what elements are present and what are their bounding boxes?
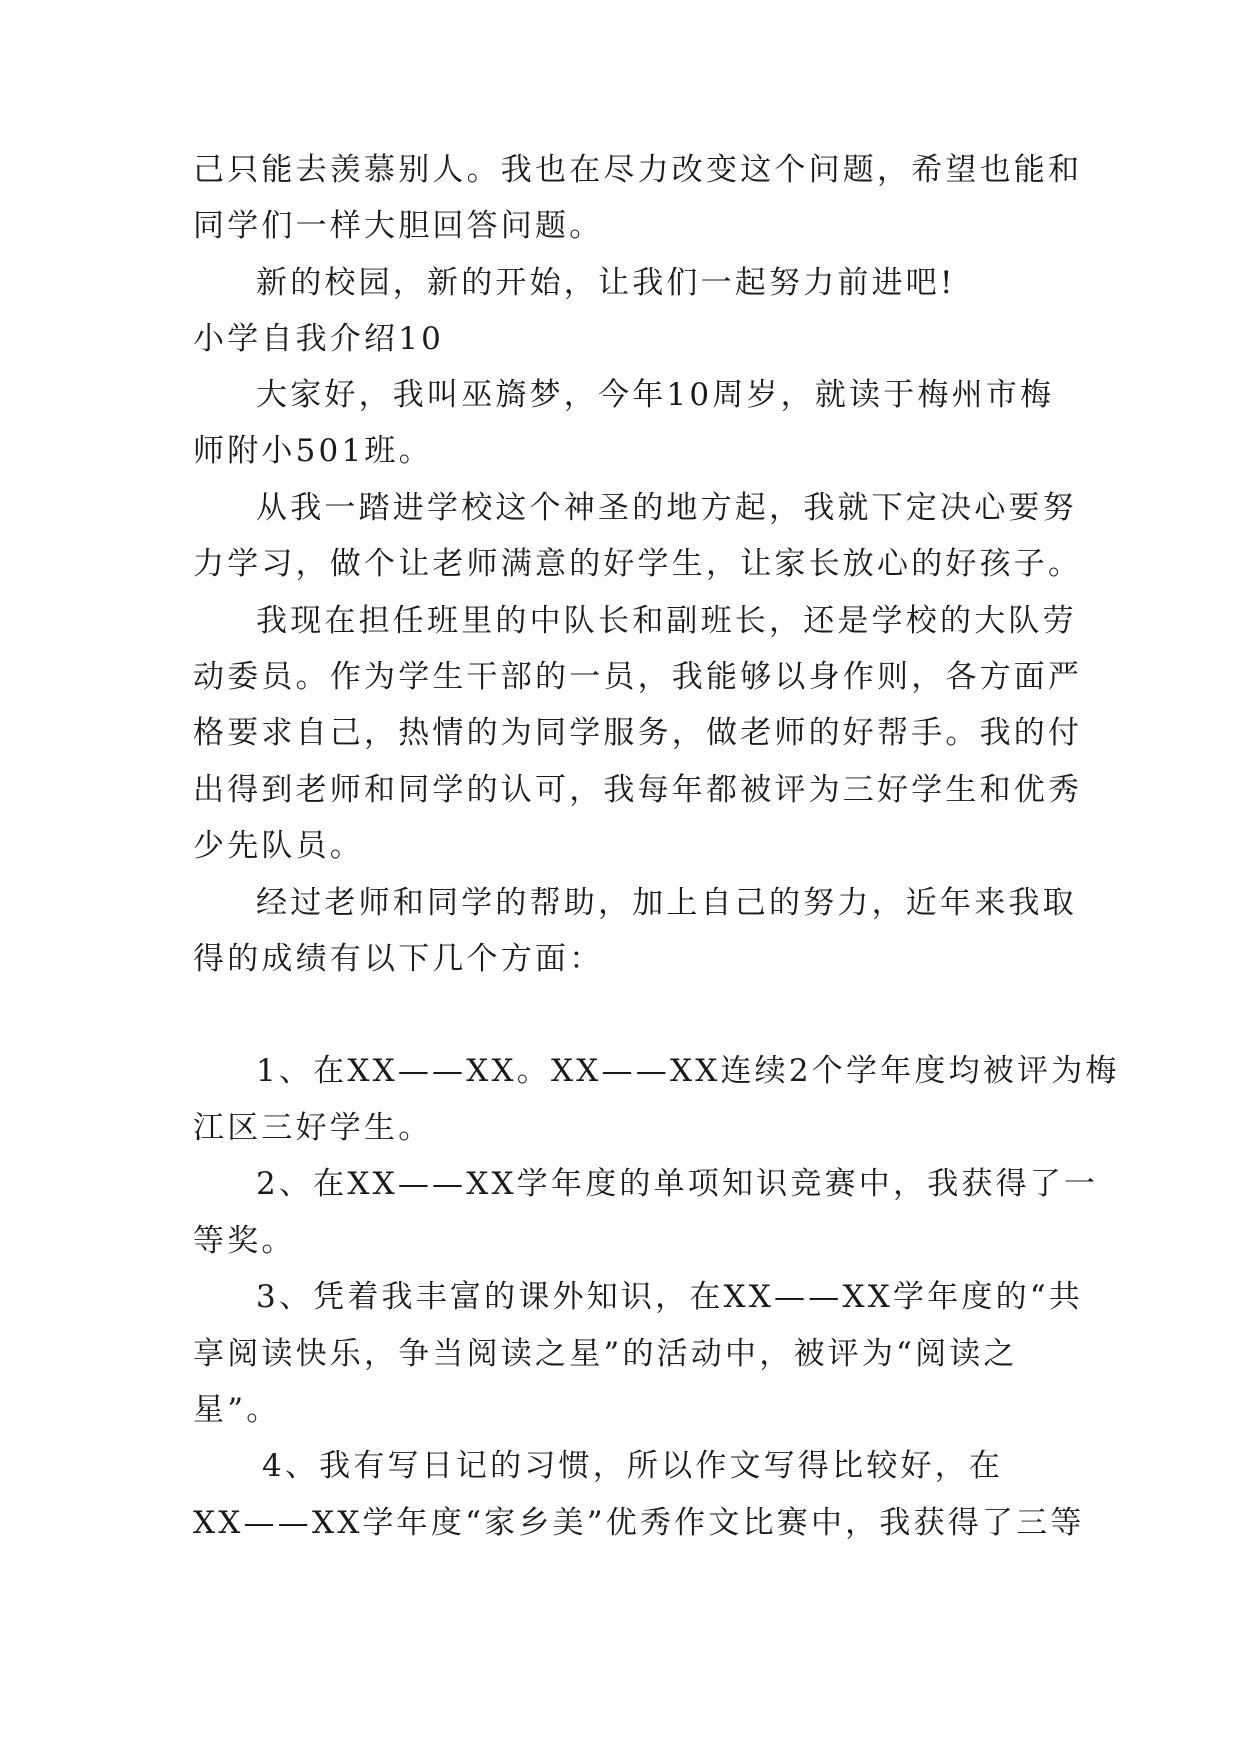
paragraph-line: 力学习，做个让老师满意的好学生，让家长放心的好孩子。 <box>193 546 1083 582</box>
list-item-line: 1、在XX——XX。XX——XX连续2个学年度均被评为梅 <box>256 1053 1120 1089</box>
paragraph-line: 动委员。作为学生干部的一员，我能够以身作则，各方面严 <box>193 659 1083 695</box>
list-item-line: 星”。 <box>193 1392 281 1428</box>
section-heading: 小学自我介绍10 <box>193 321 445 357</box>
paragraph-line: 格要求自己，热情的为同学服务，做老师的好帮手。我的付 <box>193 715 1083 751</box>
list-item-line: 享阅读快乐，争当阅读之星”的活动中，被评为“阅读之 <box>193 1336 1018 1372</box>
paragraph-line: 从我一踏进学校这个神圣的地方起，我就下定决心要努 <box>256 490 1077 526</box>
paragraph-line: 得的成绩有以下几个方面： <box>193 941 604 977</box>
list-item-line: 2、在XX——XX学年度的单项知识竞赛中，我获得了一 <box>256 1166 1099 1202</box>
paragraph-line: 己只能去羡慕别人。我也在尽力改变这个问题，希望也能和 <box>193 152 1083 188</box>
list-item-line: XX——XX学年度“家乡美”优秀作文比赛中，我获得了三等 <box>193 1505 1085 1541</box>
paragraph-line: 出得到老师和同学的认可，我每年都被评为三好学生和优秀 <box>193 772 1083 808</box>
paragraph-line: 同学们一样大胆回答问题。 <box>193 208 604 244</box>
paragraph-line: 大家好，我叫巫旖梦，今年10周岁，就读于梅州市梅 <box>256 377 1055 413</box>
paragraph-line: 经过老师和同学的帮助，加上自己的努力，近年来我取 <box>256 885 1077 921</box>
list-item-line: 4、我有写日记的习惯，所以作文写得比较好，在 <box>262 1448 1004 1484</box>
list-item-line: 等奖。 <box>193 1223 296 1259</box>
paragraph-line: 少先队员。 <box>193 828 364 864</box>
paragraph-line: 新的校园，新的开始，让我们一起努力前进吧! <box>256 265 956 301</box>
paragraph-line: 我现在担任班里的中队长和副班长，还是学校的大队劳 <box>256 603 1077 639</box>
paragraph-line: 师附小501班。 <box>193 433 433 469</box>
list-item-line: 3、凭着我丰富的课外知识，在XX——XX学年度的“共 <box>256 1279 1084 1315</box>
list-item-line: 江区三好学生。 <box>193 1110 433 1146</box>
